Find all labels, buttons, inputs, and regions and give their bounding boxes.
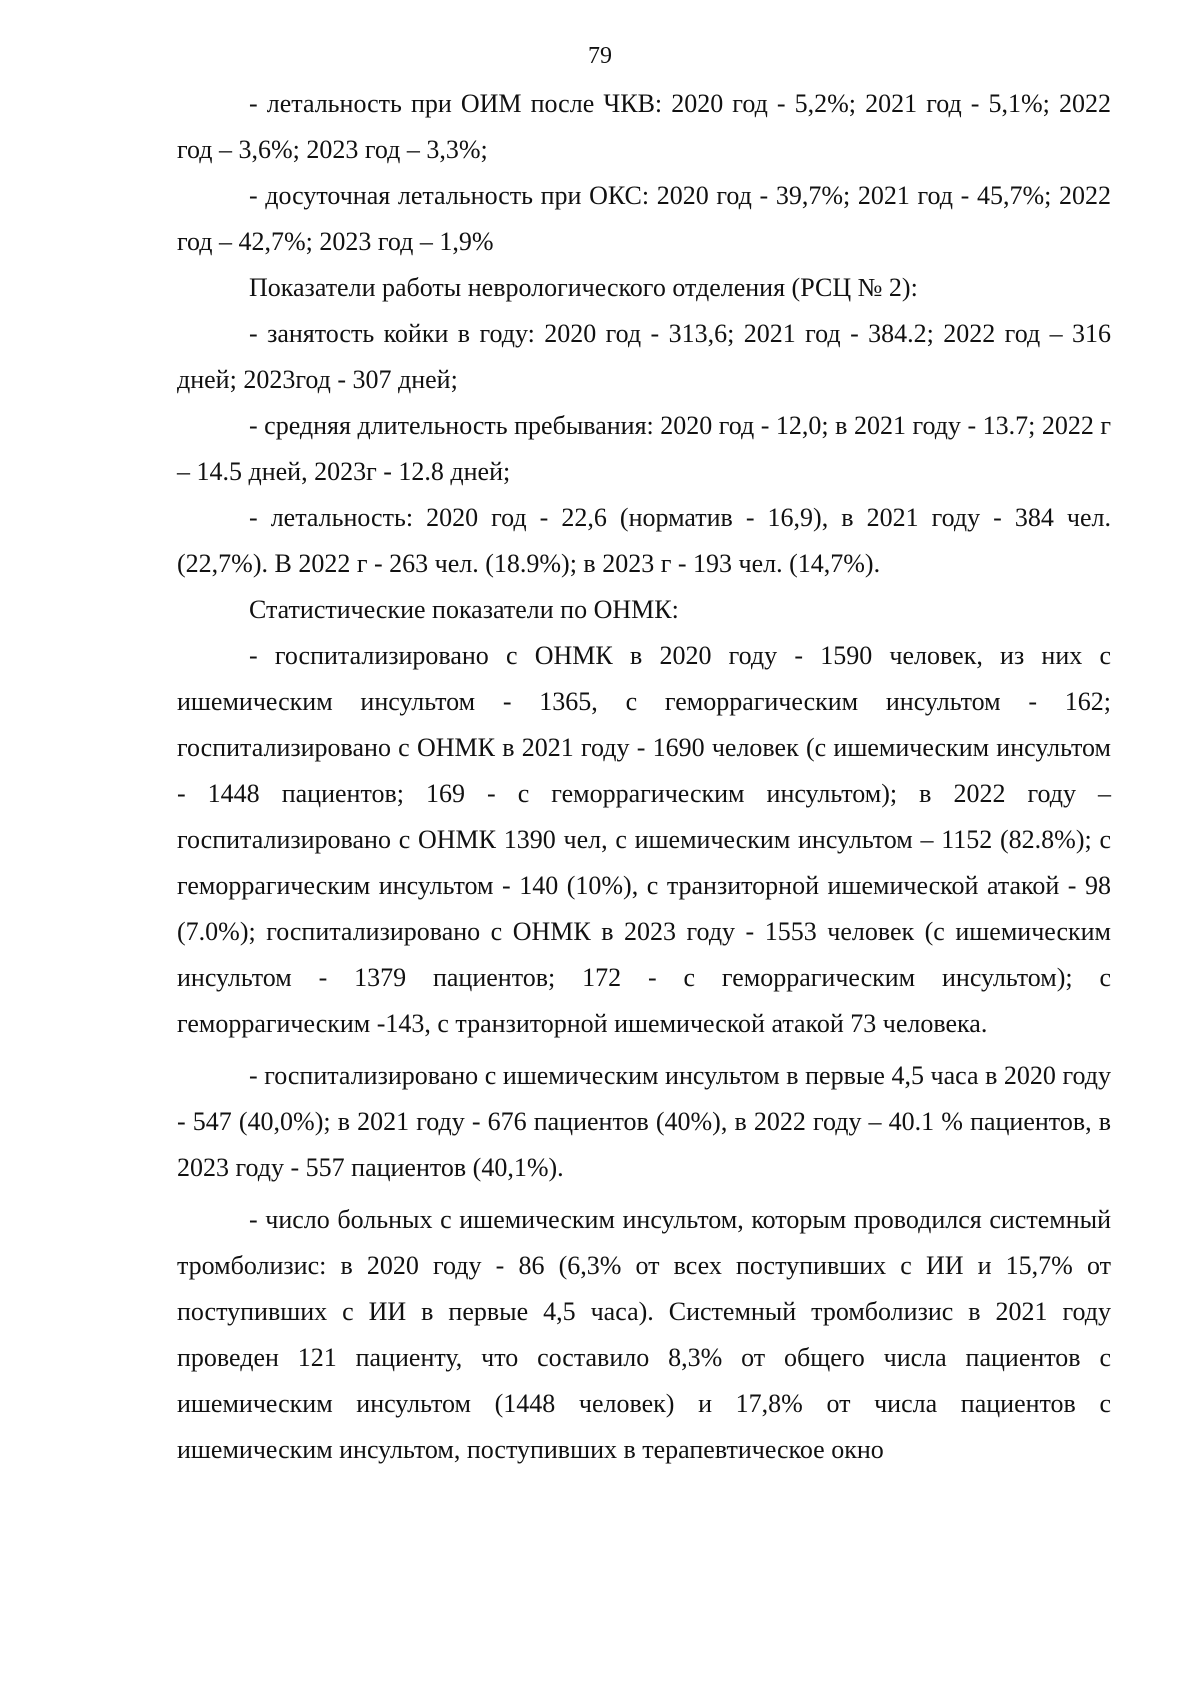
paragraph-onmk-hospitalized: - госпитализировано с ОНМК в 2020 году - 1590 человек, из них с ишемическим инсультом - 1365, с геморрагическим инсультом - 162; госпитализировано с ОНМК в 2021 году - 1690 человек (с ишемическим инсультом - 1448 пациентов; 169 - с геморрагическим инсультом); в 2022 году – госпитализировано с ОНМК 1390 чел, с ишемическим инсультом – 1152 (82.8%); с геморрагическим инсультом - 140 (10%), с транзиторной ишемической атакой - 98 (7.0%); госпитализировано с ОНМК в 2023 году - 1553 человек (с ишемическим инсультом - 1379 пациентов; 172 - с геморрагическим инсультом); с геморрагическим -143, с транзиторной ишемической атакой 73 человека. bbox=[177, 641, 1111, 1038]
paragraph-thrombolysis: - число больных с ишемическим инсультом, которым проводился системный тромболизис: в 2020 году - 86 (6,3% от всех поступивших с ИИ и 15,7% от поступивших с ИИ в первые 4,5 часа). Системный тромболизис в 2021 году проведен 121 пациенту, что составило 8,3% от общего числа пациентов с ишемическим инсультом (1448 человек) и 17,8% от числа пациентов с ишемическим инсультом, поступивших в терапевтическое окно bbox=[177, 1205, 1111, 1464]
paragraph-first-hours: - госпитализировано с ишемическим инсультом в первые 4,5 часа в 2020 году - 547 (40,0%); в 2021 году - 676 пациентов (40%), в 2022 году – 40.1 % пациентов, в 2023 году - 557 пациентов (40,1%). bbox=[177, 1061, 1111, 1182]
paragraph-neuro-mortality: - летальность: 2020 год - 22,6 (норматив - 16,9), в 2021 году - 384 чел. (22,7%). В 2022 г - 263 чел. (18.9%); в 2023 г - 193 чел. (14,7%). bbox=[177, 503, 1111, 578]
paragraph-oks-mortality: - досуточная летальность при ОКС: 2020 год - 39,7%; 2021 год - 45,7%; 2022 год – 42,7%; 2023 год – 1,9% bbox=[177, 181, 1111, 256]
document-body bbox=[177, 81, 1111, 1473]
paragraph-oim-mortality: - летальность при ОИМ после ЧКВ: 2020 год - 5,2%; 2021 год - 5,1%; 2022 год – 3,6%; 2023 год – 3,3%; bbox=[177, 89, 1111, 164]
paragraph-bed-occupancy: - занятость койки в году: 2020 год - 313,6; 2021 год - 384.2; 2022 год – 316 дней; 2023год - 307 дней; bbox=[177, 319, 1111, 394]
paragraph-average-stay: - средняя длительность пребывания: 2020 год - 12,0; в 2021 году - 13.7; 2022 г – 14.5 дней, 2023г - 12.8 дней; bbox=[177, 411, 1111, 486]
page-number: 79 bbox=[588, 43, 612, 69]
paragraph-onmk-heading: Статистические показатели по ОНМК: bbox=[249, 595, 679, 624]
paragraph-neuro-heading: Показатели работы неврологического отделения (РСЦ № 2): bbox=[249, 273, 918, 302]
